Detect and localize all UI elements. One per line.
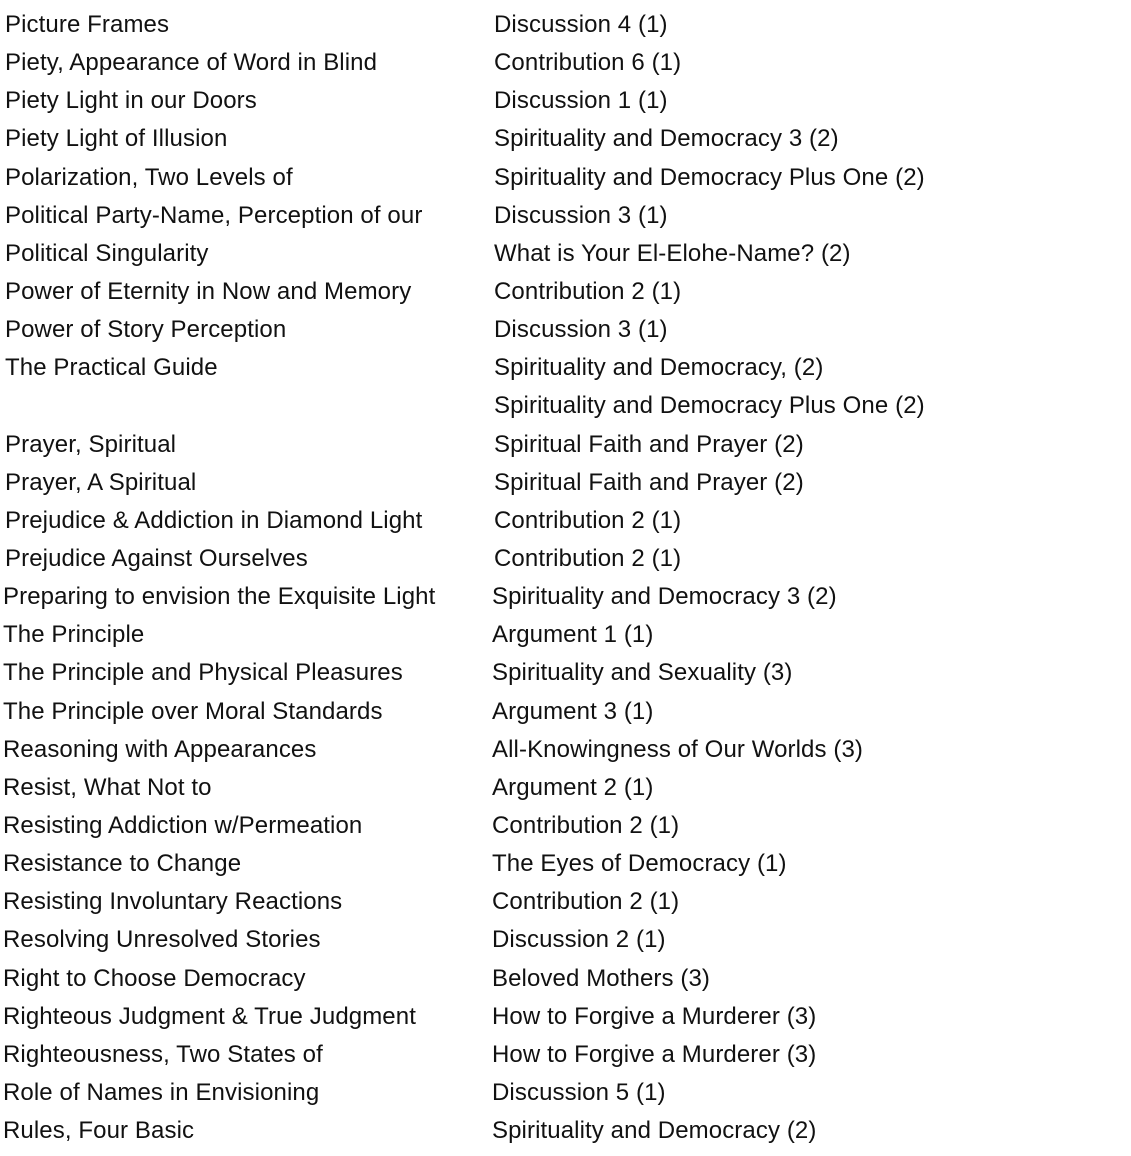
index-reference: Contribution 6 (1): [494, 49, 682, 77]
index-topic: The Practical Guide: [5, 354, 218, 382]
index-row: [0, 883, 1131, 921]
index-row: [0, 44, 1131, 82]
index-topic: Resist, What Not to: [3, 773, 212, 801]
index-row: [0, 311, 1131, 349]
index-reference: Discussion 2 (1): [492, 926, 666, 954]
index-topic: Power of Eternity in Now and Memory: [5, 277, 412, 305]
index-reference: Argument 3 (1): [492, 697, 654, 725]
index-reference: Spirituality and Democracy (2): [492, 1117, 817, 1145]
index-reference: Beloved Mothers (3): [492, 964, 710, 992]
index-topic: The Principle: [3, 621, 145, 649]
index-row: [0, 159, 1131, 197]
index-row: [0, 960, 1131, 998]
index-reference: Contribution 2 (1): [494, 544, 682, 572]
index-row: [0, 273, 1131, 311]
index-table: [0, 6, 1131, 1150]
index-topic: Preparing to envision the Exquisite Light: [3, 583, 436, 611]
index-topic: Piety, Appearance of Word in Blind: [5, 49, 378, 77]
index-row: [0, 349, 1131, 387]
index-reference: All-Knowingness of Our Worlds (3): [492, 735, 863, 763]
index-reference: Spirituality and Democracy 3 (2): [492, 583, 837, 611]
index-topic: Piety Light of Illusion: [5, 125, 228, 153]
index-topic: Prayer, Spiritual: [5, 430, 177, 458]
index-row: [0, 921, 1131, 959]
index-row: [0, 120, 1131, 158]
index-reference: Contribution 2 (1): [492, 888, 680, 916]
index-reference: Spiritual Faith and Prayer (2): [494, 468, 804, 496]
index-reference: Contribution 2 (1): [492, 811, 680, 839]
index-row: [0, 1036, 1131, 1074]
index-topic: The Principle and Physical Pleasures: [3, 659, 403, 687]
index-reference: How to Forgive a Murderer (3): [492, 1002, 817, 1030]
index-row: [0, 426, 1131, 464]
index-topic: Power of Story Perception: [5, 316, 287, 344]
index-topic: Resistance to Change: [3, 850, 242, 878]
index-topic: Political Party-Name, Perception of our: [5, 201, 423, 229]
index-reference: What is Your El-Elohe-Name? (2): [494, 239, 851, 267]
index-reference: Discussion 1 (1): [494, 87, 668, 115]
index-topic: Right to Choose Democracy: [3, 964, 306, 992]
index-reference: Contribution 2 (1): [494, 506, 682, 534]
index-topic: Resisting Involuntary Reactions: [3, 888, 343, 916]
index-row: [0, 693, 1131, 731]
index-topic: Resolving Unresolved Stories: [3, 926, 321, 954]
index-row: [0, 731, 1131, 769]
index-row: [0, 807, 1131, 845]
index-row: [0, 197, 1131, 235]
index-row: [0, 1074, 1131, 1112]
index-reference: Spiritual Faith and Prayer (2): [494, 430, 804, 458]
index-reference: Discussion 3 (1): [494, 201, 668, 229]
index-topic: The Principle over Moral Standards: [3, 697, 383, 725]
index-topic: Political Singularity: [5, 239, 209, 267]
index-reference: Argument 2 (1): [492, 773, 654, 801]
index-topic: Rules, Four Basic: [3, 1117, 195, 1145]
index-reference: Spirituality and Democracy Plus One (2): [494, 163, 925, 191]
index-reference: Spirituality and Sexuality (3): [492, 659, 793, 687]
index-reference: How to Forgive a Murderer (3): [492, 1040, 817, 1068]
index-reference: Spirituality and Democracy 3 (2): [494, 125, 839, 153]
index-reference: Contribution 2 (1): [494, 277, 682, 305]
index-topic: Prejudice & Addiction in Diamond Light: [5, 506, 423, 534]
index-topic: Role of Names in Envisioning: [3, 1078, 320, 1106]
index-reference: Discussion 5 (1): [492, 1078, 666, 1106]
index-topic: Resisting Addiction w/Permeation: [3, 811, 363, 839]
index-row: [0, 769, 1131, 807]
index-topic: Picture Frames: [5, 11, 170, 38]
index-topic: Righteous Judgment & True Judgment: [3, 1002, 416, 1030]
index-row: [0, 845, 1131, 883]
index-row: [0, 998, 1131, 1036]
index-topic: Reasoning with Appearances: [3, 735, 317, 763]
index-row: [0, 387, 1131, 425]
index-reference: Discussion 4 (1): [494, 11, 668, 38]
index-topic: Polarization, Two Levels of: [5, 163, 293, 191]
index-row: [0, 616, 1131, 654]
index-row: [0, 1112, 1131, 1150]
index-reference: Discussion 3 (1): [494, 316, 668, 344]
index-row: [0, 82, 1131, 120]
index-row: [0, 235, 1131, 273]
index-reference: The Eyes of Democracy (1): [492, 850, 787, 878]
index-topic: Piety Light in our Doors: [5, 87, 257, 115]
index-row: [0, 654, 1131, 692]
index-row: [0, 6, 1131, 44]
index-row: [0, 464, 1131, 502]
index-reference: Spirituality and Democracy, (2): [494, 354, 824, 382]
index-reference: Spirituality and Democracy Plus One (2): [494, 392, 925, 420]
index-topic: Righteousness, Two States of: [3, 1040, 323, 1068]
index-row: [0, 578, 1131, 616]
index-topic: Prejudice Against Ourselves: [5, 544, 308, 572]
index-reference: Argument 1 (1): [492, 621, 654, 649]
index-row: [0, 540, 1131, 578]
index-row: [0, 502, 1131, 540]
index-topic: Prayer, A Spiritual: [5, 468, 197, 496]
